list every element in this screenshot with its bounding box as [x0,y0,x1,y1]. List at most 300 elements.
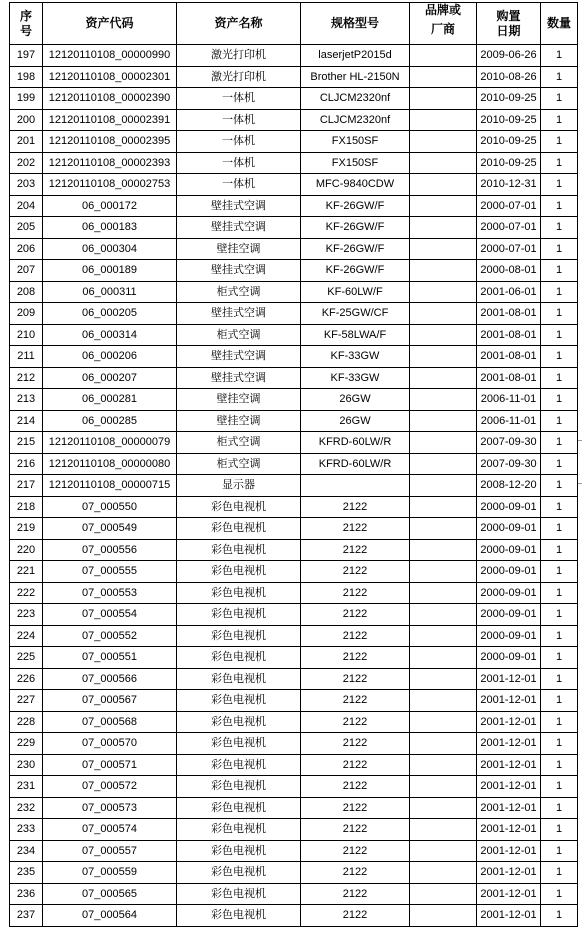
table-row [10,281,578,303]
edge-tick-mark [578,440,582,441]
cell-model: 2122 [301,883,410,905]
cell-qty: 1 [541,260,578,282]
header-qty: 数量 [541,3,578,45]
cell-qty: 1 [541,303,578,325]
cell-name: 一体机 [177,152,301,174]
cell-seq: 231 [10,776,43,798]
cell-date: 2000-09-01 [477,539,541,561]
cell-code: 07_000567 [43,690,177,712]
cell-date: 2000-09-01 [477,647,541,669]
cell-name: 彩色电视机 [177,647,301,669]
cell-code: 06_000172 [43,195,177,217]
cell-date: 2001-08-01 [477,346,541,368]
cell-qty: 1 [541,475,578,497]
cell-qty: 1 [541,324,578,346]
cell-date: 2008-12-20 [477,475,541,497]
cell-seq: 233 [10,819,43,841]
cell-seq: 224 [10,625,43,647]
table-row [10,604,578,626]
cell-brand [410,647,477,669]
table-row [10,797,578,819]
cell-date: 2001-08-01 [477,367,541,389]
cell-date: 2001-12-01 [477,711,541,733]
cell-date: 2001-12-01 [477,883,541,905]
table-row [10,862,578,884]
cell-brand [410,604,477,626]
cell-model: KF-26GW/F [301,195,410,217]
cell-brand [410,582,477,604]
table-row [10,625,578,647]
cell-code: 06_000207 [43,367,177,389]
table-row [10,518,578,540]
cell-code: 12120110108_00002753 [43,174,177,196]
cell-name: 壁挂空调 [177,238,301,260]
cell-date: 2007-09-30 [477,432,541,454]
cell-code: 12120110108_00002390 [43,88,177,110]
cell-qty: 1 [541,152,578,174]
cell-date: 2001-12-01 [477,733,541,755]
cell-date: 2001-12-01 [477,754,541,776]
cell-seq: 220 [10,539,43,561]
cell-model: KFRD-60LW/R [301,432,410,454]
table-row [10,905,578,927]
cell-model: 2122 [301,840,410,862]
cell-qty: 1 [541,733,578,755]
cell-seq: 236 [10,883,43,905]
cell-model: 2122 [301,905,410,927]
cell-model: 2122 [301,518,410,540]
cell-brand [410,303,477,325]
cell-qty: 1 [541,496,578,518]
cell-model: KF-60LW/F [301,281,410,303]
cell-code: 07_000551 [43,647,177,669]
cell-qty: 1 [541,754,578,776]
cell-model: FX150SF [301,152,410,174]
cell-date: 2001-06-01 [477,281,541,303]
header-brand-line1: 品牌或 [424,3,461,17]
cell-model: 2122 [301,582,410,604]
cell-date: 2007-09-30 [477,453,541,475]
cell-seq: 212 [10,367,43,389]
cell-model: 2122 [301,604,410,626]
cell-name: 壁挂空调 [177,389,301,411]
cell-qty: 1 [541,281,578,303]
table-row [10,711,578,733]
cell-seq: 221 [10,561,43,583]
cell-date: 2000-09-01 [477,518,541,540]
cell-name: 彩色电视机 [177,690,301,712]
cell-brand [410,883,477,905]
cell-model: KF-25GW/CF [301,303,410,325]
cell-name: 壁挂空调 [177,410,301,432]
cell-qty: 1 [541,604,578,626]
cell-date: 2001-12-01 [477,797,541,819]
cell-brand [410,668,477,690]
cell-qty: 1 [541,66,578,88]
cell-brand [410,45,477,67]
cell-seq: 201 [10,131,43,153]
cell-brand [410,561,477,583]
cell-date: 2001-12-01 [477,905,541,927]
cell-brand [410,174,477,196]
cell-code: 07_000549 [43,518,177,540]
cell-date: 2001-12-01 [477,690,541,712]
cell-qty: 1 [541,582,578,604]
cell-code: 12120110108_00002301 [43,66,177,88]
cell-seq: 206 [10,238,43,260]
cell-name: 彩色电视机 [177,668,301,690]
header-code: 资产代码 [43,3,177,45]
cell-brand [410,281,477,303]
cell-code: 12120110108_00002395 [43,131,177,153]
table-row [10,88,578,110]
cell-brand [410,539,477,561]
cell-brand [410,840,477,862]
cell-qty: 1 [541,453,578,475]
cell-name: 彩色电视机 [177,840,301,862]
cell-code: 07_000555 [43,561,177,583]
cell-code: 07_000564 [43,905,177,927]
cell-date: 2006-11-01 [477,389,541,411]
cell-name: 彩色电视机 [177,518,301,540]
cell-date: 2001-12-01 [477,819,541,841]
cell-date: 2000-09-01 [477,496,541,518]
cell-brand [410,797,477,819]
cell-qty: 1 [541,346,578,368]
cell-name: 一体机 [177,109,301,131]
header-date [477,3,541,45]
cell-model: 2122 [301,647,410,669]
table-body [10,45,578,927]
cell-model: 2122 [301,733,410,755]
cell-brand [410,410,477,432]
cell-qty: 1 [541,561,578,583]
cell-name: 壁挂式空调 [177,195,301,217]
cell-code: 12120110108_00000079 [43,432,177,454]
header-brand-line2: 厂商 [430,22,455,36]
table-row [10,195,578,217]
cell-name: 彩色电视机 [177,582,301,604]
cell-date: 2009-06-26 [477,45,541,67]
table-row [10,66,578,88]
table-row [10,410,578,432]
table-row [10,582,578,604]
cell-model: KF-26GW/F [301,217,410,239]
cell-brand [410,324,477,346]
cell-qty: 1 [541,625,578,647]
cell-brand [410,625,477,647]
cell-qty: 1 [541,819,578,841]
cell-code: 06_000304 [43,238,177,260]
cell-name: 柜式空调 [177,432,301,454]
cell-qty: 1 [541,195,578,217]
cell-code: 07_000556 [43,539,177,561]
cell-seq: 235 [10,862,43,884]
cell-qty: 1 [541,840,578,862]
cell-date: 2010-08-26 [477,66,541,88]
cell-qty: 1 [541,905,578,927]
cell-seq: 208 [10,281,43,303]
table-row [10,131,578,153]
cell-seq: 215 [10,432,43,454]
cell-code: 07_000550 [43,496,177,518]
cell-name: 彩色电视机 [177,862,301,884]
cell-qty: 1 [541,647,578,669]
cell-name: 彩色电视机 [177,819,301,841]
table-row [10,174,578,196]
cell-date: 2001-12-01 [477,840,541,862]
cell-code: 06_000281 [43,389,177,411]
cell-code: 07_000565 [43,883,177,905]
cell-qty: 1 [541,367,578,389]
cell-brand [410,109,477,131]
cell-qty: 1 [541,883,578,905]
cell-qty: 1 [541,862,578,884]
cell-brand [410,432,477,454]
cell-date: 2010-09-25 [477,131,541,153]
cell-name: 彩色电视机 [177,496,301,518]
table-row [10,453,578,475]
cell-code: 06_000205 [43,303,177,325]
table-row [10,324,578,346]
cell-name: 激光打印机 [177,45,301,67]
cell-seq: 199 [10,88,43,110]
cell-code: 07_000568 [43,711,177,733]
cell-brand [410,195,477,217]
table-row [10,217,578,239]
cell-seq: 197 [10,45,43,67]
header-name: 资产名称 [177,3,301,45]
table-row [10,561,578,583]
cell-model: MFC-9840CDW [301,174,410,196]
cell-seq: 209 [10,303,43,325]
table-row [10,733,578,755]
cell-seq: 223 [10,604,43,626]
cell-brand [410,496,477,518]
cell-seq: 200 [10,109,43,131]
cell-qty: 1 [541,174,578,196]
cell-name: 激光打印机 [177,66,301,88]
cell-brand [410,88,477,110]
cell-seq: 217 [10,475,43,497]
cell-brand [410,238,477,260]
header-seq-line1: 序 [19,8,32,23]
cell-name: 一体机 [177,88,301,110]
cell-model: 2122 [301,668,410,690]
cell-date: 2001-12-01 [477,668,541,690]
cell-model: 2122 [301,496,410,518]
cell-name: 彩色电视机 [177,604,301,626]
cell-date: 2001-08-01 [477,324,541,346]
header-seq [10,3,43,45]
cell-model: 2122 [301,625,410,647]
cell-name: 彩色电视机 [177,797,301,819]
cell-name: 彩色电视机 [177,733,301,755]
cell-brand [410,131,477,153]
cell-model: CLJCM2320nf [301,109,410,131]
cell-name: 壁挂式空调 [177,367,301,389]
cell-code: 07_000559 [43,862,177,884]
cell-name: 彩色电视机 [177,625,301,647]
table-row [10,45,578,67]
table-row [10,690,578,712]
cell-date: 2001-12-01 [477,776,541,798]
cell-code: 06_000314 [43,324,177,346]
table-row [10,647,578,669]
cell-qty: 1 [541,217,578,239]
cell-model: KF-26GW/F [301,238,410,260]
table-row [10,238,578,260]
cell-brand [410,733,477,755]
cell-qty: 1 [541,690,578,712]
cell-date: 2000-09-01 [477,604,541,626]
cell-seq: 205 [10,217,43,239]
cell-qty: 1 [541,539,578,561]
cell-model: 2122 [301,819,410,841]
header-date-line2: 日期 [496,23,521,38]
cell-name: 彩色电视机 [177,883,301,905]
cell-name: 柜式空调 [177,281,301,303]
cell-name: 彩色电视机 [177,905,301,927]
cell-seq: 232 [10,797,43,819]
cell-model: 2122 [301,561,410,583]
cell-date: 2010-12-31 [477,174,541,196]
cell-code: 07_000571 [43,754,177,776]
cell-date: 2010-09-25 [477,109,541,131]
cell-model: 2122 [301,539,410,561]
cell-model: 26GW [301,389,410,411]
cell-seq: 207 [10,260,43,282]
cell-seq: 234 [10,840,43,862]
table-row [10,389,578,411]
cell-seq: 202 [10,152,43,174]
cell-code: 12120110108_00000990 [43,45,177,67]
cell-qty: 1 [541,711,578,733]
cell-date: 2000-07-01 [477,217,541,239]
cell-date: 2010-09-25 [477,152,541,174]
table-row [10,668,578,690]
edge-tick-mark [578,483,582,484]
cell-model: KF-33GW [301,346,410,368]
table-row [10,496,578,518]
cell-brand [410,862,477,884]
cell-code: 07_000552 [43,625,177,647]
cell-name: 壁挂式空调 [177,217,301,239]
cell-brand [410,217,477,239]
cell-code: 12120110108_00000715 [43,475,177,497]
cell-seq: 222 [10,582,43,604]
header-seq-line2: 号 [19,23,32,38]
cell-name: 彩色电视机 [177,561,301,583]
cell-name: 彩色电视机 [177,539,301,561]
cell-seq: 218 [10,496,43,518]
cell-name: 一体机 [177,174,301,196]
cell-model: KF-26GW/F [301,260,410,282]
cell-brand [410,690,477,712]
cell-code: 07_000566 [43,668,177,690]
cell-name: 壁挂式空调 [177,260,301,282]
table-row [10,754,578,776]
cell-seq: 210 [10,324,43,346]
cell-code: 06_000285 [43,410,177,432]
cell-date: 2000-09-01 [477,625,541,647]
cell-model: 2122 [301,797,410,819]
cell-seq: 226 [10,668,43,690]
header-date-line1: 购置 [496,8,521,23]
cell-brand [410,518,477,540]
cell-model: Brother HL-2150N [301,66,410,88]
table-row [10,432,578,454]
table-row [10,346,578,368]
table-row [10,303,578,325]
cell-code: 06_000189 [43,260,177,282]
cell-qty: 1 [541,797,578,819]
table-row [10,367,578,389]
cell-brand [410,475,477,497]
cell-qty: 1 [541,88,578,110]
cell-qty: 1 [541,410,578,432]
cell-seq: 229 [10,733,43,755]
cell-qty: 1 [541,238,578,260]
cell-qty: 1 [541,109,578,131]
cell-seq: 214 [10,410,43,432]
cell-seq: 237 [10,905,43,927]
table-row [10,776,578,798]
cell-model: 2122 [301,776,410,798]
cell-date: 2000-09-01 [477,561,541,583]
cell-name: 显示器 [177,475,301,497]
cell-brand [410,346,477,368]
cell-seq: 203 [10,174,43,196]
cell-code: 06_000311 [43,281,177,303]
cell-seq: 227 [10,690,43,712]
header-brand [410,3,477,45]
cell-code: 06_000206 [43,346,177,368]
cell-date: 2006-11-01 [477,410,541,432]
cell-model: 2122 [301,754,410,776]
cell-model: 26GW [301,410,410,432]
cell-code: 07_000557 [43,840,177,862]
header-row [10,3,578,45]
cell-qty: 1 [541,518,578,540]
cell-code: 06_000183 [43,217,177,239]
cell-code: 07_000554 [43,604,177,626]
cell-brand [410,260,477,282]
cell-name: 一体机 [177,131,301,153]
cell-name: 柜式空调 [177,453,301,475]
table-row [10,819,578,841]
table-row [10,260,578,282]
cell-date: 2010-09-25 [477,88,541,110]
cell-date: 2001-08-01 [477,303,541,325]
cell-model: 2122 [301,711,410,733]
table-row [10,152,578,174]
cell-brand [410,367,477,389]
cell-code: 07_000553 [43,582,177,604]
cell-name: 柜式空调 [177,324,301,346]
cell-model: KF-58LWA/F [301,324,410,346]
cell-date: 2000-09-01 [477,582,541,604]
asset-table [9,2,578,927]
cell-model: 2122 [301,862,410,884]
cell-date: 2001-12-01 [477,862,541,884]
cell-code: 07_000573 [43,797,177,819]
cell-code: 12120110108_00000080 [43,453,177,475]
cell-name: 彩色电视机 [177,711,301,733]
table-row [10,539,578,561]
cell-model: KF-33GW [301,367,410,389]
cell-qty: 1 [541,45,578,67]
